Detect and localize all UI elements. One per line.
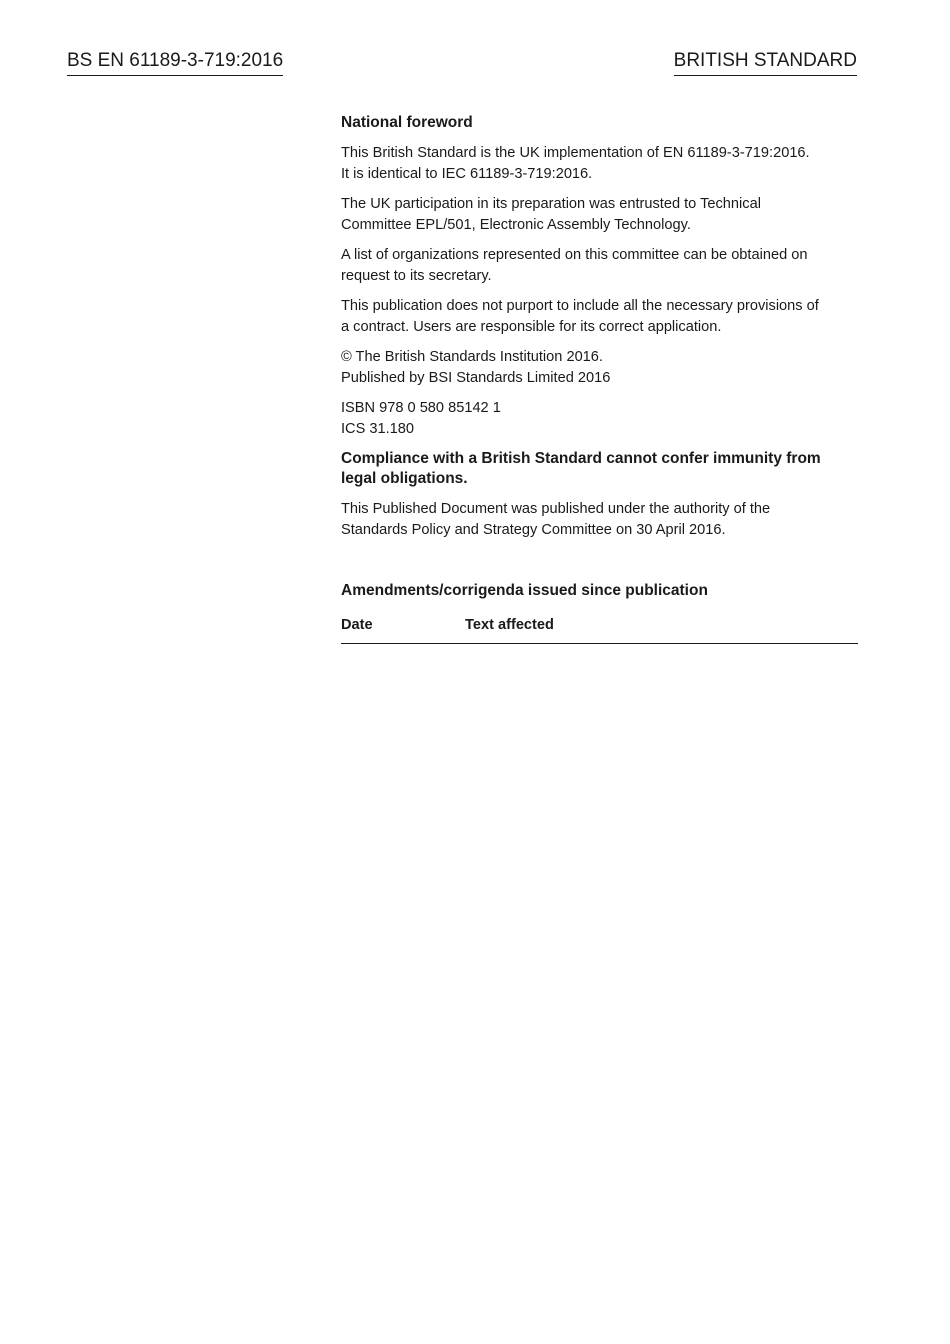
authority-paragraph <box>341 499 858 540</box>
isbn-paragraph <box>341 398 858 439</box>
text-line: This Published Document was published under the authority of the <box>341 501 771 517</box>
text-line: This British Standard is the UK implementation of EN 61189-3-719:2016. <box>341 145 810 161</box>
text-line: It is identical to IEC 61189-3-719:2016. <box>341 165 593 182</box>
text-line: ICS 31.180 <box>341 420 415 437</box>
column-header-date: Date <box>341 617 373 633</box>
foreword-title: National foreword <box>341 114 473 131</box>
text-line: Committee EPL/501, Electronic Assembly Technology. <box>341 216 691 233</box>
text-line: A list of organizations represented on this committee can be obtained on <box>341 247 808 263</box>
text-line: Published by BSI Standards Limited 2016 <box>341 369 611 386</box>
standard-type: BRITISH STANDARD <box>674 48 857 76</box>
text-line: The UK participation in its preparation was entrusted to Technical <box>341 196 761 212</box>
text-line: a contract. Users are responsible for its correct application. <box>341 318 722 335</box>
text-line: © The British Standards Institution 2016. <box>341 349 603 365</box>
implementation-paragraph <box>341 143 858 184</box>
provisions-paragraph <box>341 296 858 337</box>
text-line: legal obligations. <box>341 470 468 487</box>
compliance-statement <box>341 449 858 489</box>
organizations-paragraph <box>341 245 858 286</box>
amendments-title: Amendments/corrigenda issued since publication <box>341 582 708 599</box>
national-foreword <box>341 112 858 644</box>
standard-number: BS EN 61189-3-719:2016 <box>67 48 283 76</box>
column-header-text-affected: Text affected <box>465 617 554 633</box>
text-line: This publication does not purport to include all the necessary provisions of <box>341 298 819 314</box>
amendments-table-header <box>341 615 858 644</box>
text-line: ISBN 978 0 580 85142 1 <box>341 400 501 416</box>
page-header <box>67 48 857 78</box>
copyright-paragraph <box>341 347 858 388</box>
text-line: Compliance with a British Standard cannot confer immunity from <box>341 450 821 467</box>
text-line: Standards Policy and Strategy Committee on 30 April 2016. <box>341 521 726 538</box>
participation-paragraph <box>341 194 858 235</box>
text-line: request to its secretary. <box>341 267 492 284</box>
